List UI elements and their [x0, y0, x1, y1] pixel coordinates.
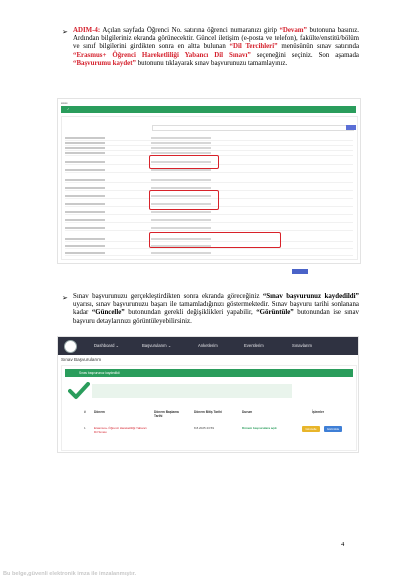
row-donem[interactable]: Erasmus+ Öğrenci Hareketliliği Yabancı Dil Sınavı	[94, 426, 147, 434]
goruntule-button[interactable]: Görüntüle	[324, 426, 342, 432]
erasmus-keyword: “Erasmus+ Öğrenci Hareketliliği Yabancı Dil Sınavı”	[73, 51, 251, 59]
guncelle-button[interactable]: Güncelle	[302, 426, 320, 432]
faculty-highlight	[149, 190, 219, 210]
page-heading: Sınav Başvurularım	[61, 357, 102, 362]
para1-text4: seçeneğini seçiniz. Son aşamada	[250, 51, 359, 59]
col-num: #	[84, 410, 86, 414]
form-row	[65, 169, 353, 173]
row-end-date: 8.8.2025 23:59	[194, 426, 215, 430]
col-start: Dönem Başlama Tarihi	[154, 410, 179, 418]
form-row	[65, 142, 353, 146]
form-row	[65, 219, 353, 223]
success-alert: Sınav başvurunuz kaydedildi	[65, 369, 353, 377]
row-number: 1	[84, 426, 86, 430]
basvurumu-kaydet-keyword: “Başvurumu kaydet”	[73, 59, 136, 67]
e-signature-footer: Bu belge,güvenli elektronik imza ile imzalanmıştır.	[3, 571, 137, 577]
para1-text1: Açılan sayfada Öğrenci No. satırına öğrenci numaranızı girip	[100, 27, 280, 34]
dil-tercihleri-keyword: “Dil Tercihleri”	[229, 43, 278, 51]
form-row	[65, 147, 353, 151]
col-islemler: İşlemler	[312, 410, 325, 414]
para1-text2: butonuna basınız. Ardından bilgileriniz ekranda görünecektir. Güncel iletişim (e-posta ve telefon), fakülte/enstitü/bölüm ve sınıf bilgilerini girdikten sonra en altta bulunan	[73, 27, 359, 51]
nav-anketlerim[interactable]: Anketlerim	[198, 343, 218, 348]
kaydedildi-highlight	[92, 384, 292, 398]
language-highlight	[149, 232, 281, 248]
step4-paragraph	[73, 27, 359, 68]
form-row	[65, 137, 353, 141]
page-number: 4	[341, 541, 345, 548]
nav-basvurularim[interactable]: Başvurularım ⌄	[142, 343, 172, 348]
form-screenshot	[57, 98, 361, 264]
kaydedildi-keyword: “Sınav başvurunuz kaydedildi”	[262, 293, 359, 300]
devam-button-thumb	[346, 125, 356, 130]
guncelle-keyword: “Güncelle”	[91, 309, 125, 317]
form-row	[65, 252, 353, 256]
bullet-arrow: ➢	[62, 28, 68, 36]
form-row	[65, 227, 353, 231]
para1-text5: butonunu tıklayarak sınav başvurunuzu tamamlayınız.	[136, 59, 288, 67]
devam-keyword: “Devam”	[279, 27, 307, 34]
form-box	[61, 116, 358, 260]
save-application-button-thumb	[292, 269, 308, 274]
completion-paragraph	[73, 293, 359, 326]
col-durum: Durum	[242, 410, 253, 414]
para1-text3: menüsünün sınav satırında	[277, 43, 359, 51]
para2-text2: uyarısı, sınav başvurunuzu başarı ile tamamladığınızı göstermektedir. Sınav başvuru tarihi sonlanana kadar	[73, 301, 359, 317]
col-donem: Dönem	[94, 410, 105, 414]
form-success-bar: ✓	[61, 106, 356, 113]
para2-text3: butonundan gerekli değişiklikleri yapabilir,	[124, 309, 257, 317]
col-end: Dönem Bitiş Tarihi	[194, 410, 222, 414]
nav-sinavlarim[interactable]: Sınavlarım	[292, 343, 313, 348]
nav-eventlerim[interactable]: Eventlerim	[244, 343, 264, 348]
form-row	[65, 179, 353, 183]
form-row	[65, 211, 353, 215]
para2-text1: Sınav başvurunuzu gerçekleştirdikten sonra ekranda göreceğiniz	[73, 293, 263, 300]
applications-card	[61, 365, 357, 451]
bullet-arrow: ➢	[62, 294, 68, 302]
row-status: Dönem başvurulara açık	[242, 426, 277, 430]
student-no-field	[152, 125, 354, 131]
top-nav	[58, 337, 358, 355]
form-title-placeholder: ▪▪▪▪▪▪	[61, 101, 68, 105]
adim-label: ADIM-4:	[73, 27, 101, 34]
goruntule-keyword: “Görüntüle”	[256, 309, 294, 317]
contact-highlight	[149, 155, 219, 169]
university-logo	[64, 340, 77, 353]
nav-dashboard[interactable]: Dashboard ⌄	[94, 343, 120, 348]
para2-text4: butonundan ise sınav başvuru detaylarınızı görüntüleyebilirsiniz.	[73, 309, 359, 325]
check-icon	[68, 382, 90, 400]
dashboard-screenshot	[57, 336, 359, 453]
